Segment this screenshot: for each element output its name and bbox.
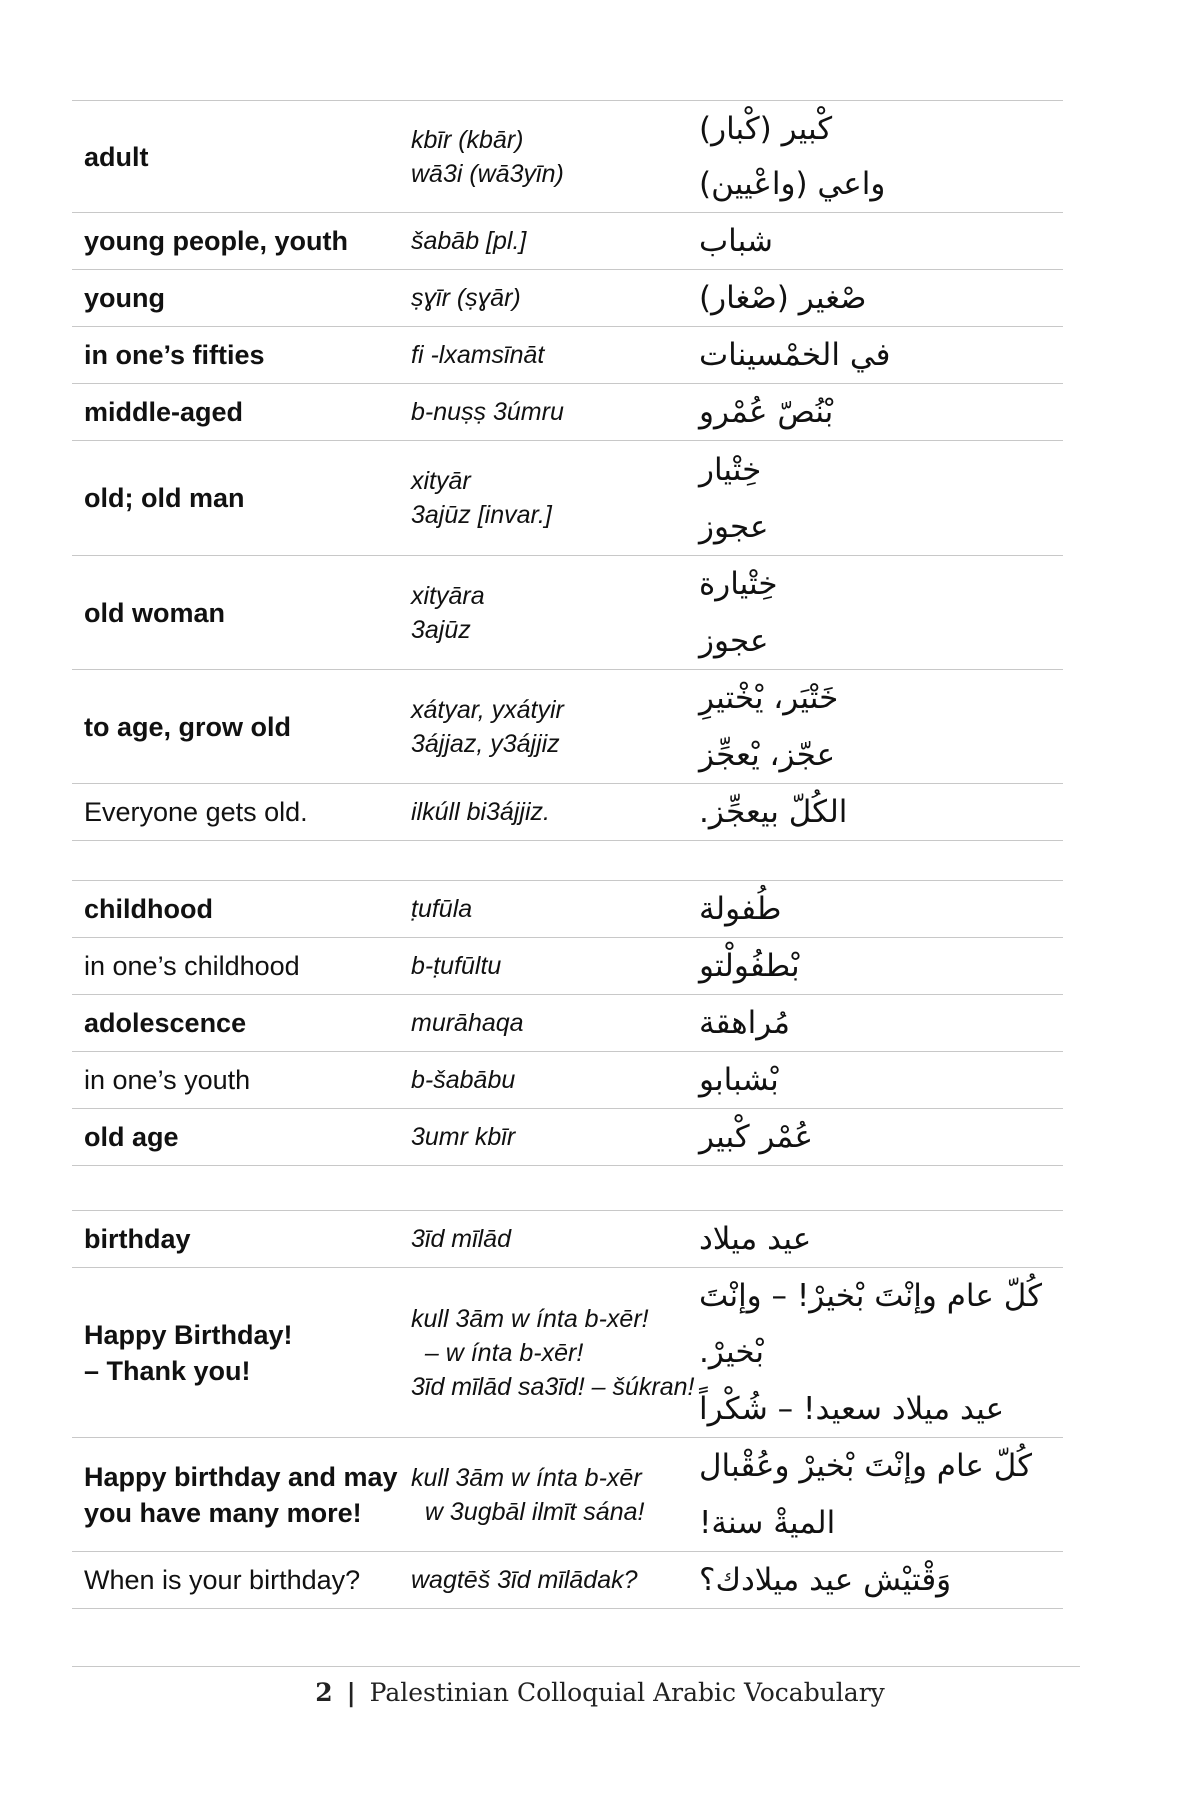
arabic-term-line: عيد ميلاد سعيد! – شُكْراً: [699, 1390, 1005, 1427]
english-term-line: in one’s fifties: [84, 340, 265, 370]
english-term: [84, 327, 404, 383]
english-term-line: old age: [84, 1122, 179, 1152]
arabic-term-line: بْنُصّ عُمْرو: [699, 394, 834, 430]
arabic-term: [699, 213, 1059, 269]
transliteration-line: ilkúll bi3ájjiz.: [411, 798, 550, 826]
english-term: [84, 213, 404, 269]
vocab-row: [72, 1109, 1063, 1166]
vocab-row: [72, 881, 1063, 938]
vocab-table-life-stages: [72, 880, 1063, 1166]
arabic-term: [699, 1552, 1059, 1608]
transliteration-line: 3ájjaz, y3ájjiz: [411, 729, 560, 758]
vocab-row: [72, 938, 1063, 995]
arabic-term: [699, 1438, 1059, 1551]
arabic-term-line: كْبير (كْبار): [699, 110, 833, 147]
arabic-term-line: كُلّ عام وإنْتَ بْخيرْ وعُقْبال: [699, 1448, 1033, 1485]
vocab-row: [72, 670, 1063, 784]
arabic-term-line: بْخيرْ.: [699, 1334, 764, 1371]
vocab-row: [72, 1211, 1063, 1268]
vocab-row: [72, 556, 1063, 670]
english-term-line: in one’s childhood: [84, 951, 300, 981]
english-term-line: in one’s youth: [84, 1065, 251, 1095]
english-term: [84, 1552, 404, 1608]
arabic-term-line: صْغير (صْغار): [699, 280, 867, 316]
transliteration-line: murāhaqa: [411, 1009, 524, 1037]
english-term: [84, 101, 404, 212]
arabic-term-line: في الخمْسينات: [699, 337, 891, 373]
english-term: [84, 784, 404, 840]
arabic-term: [699, 670, 1059, 783]
vocab-row: [72, 441, 1063, 556]
arabic-term-line: طُفولة: [699, 891, 782, 927]
transliteration-line: kull 3ām w ínta b-xēr!: [411, 1304, 649, 1333]
english-term: [84, 270, 404, 326]
english-term: [84, 1109, 404, 1165]
english-term: [84, 384, 404, 440]
arabic-term-line: الميةْ سنة!: [699, 1504, 836, 1541]
english-term: [84, 1438, 404, 1551]
transliteration-line: wagtēš 3īd mīlādak?: [411, 1566, 638, 1594]
english-term-line: birthday: [84, 1224, 191, 1254]
english-term-line: When is your birthday?: [84, 1565, 361, 1595]
vocab-row: [72, 384, 1063, 441]
arabic-term-line: عيد ميلاد: [699, 1221, 812, 1257]
transliteration-line: b-šabābu: [411, 1066, 516, 1094]
arabic-term: [699, 881, 1059, 937]
vocab-table-birthday: [72, 1210, 1063, 1609]
arabic-term-line: عُمْر كْبير: [699, 1119, 813, 1155]
vocab-row: [72, 1268, 1063, 1438]
english-term: [84, 881, 404, 937]
english-term-line: childhood: [84, 894, 213, 924]
arabic-term: [699, 441, 1059, 555]
arabic-term: [699, 1052, 1059, 1108]
english-term-line: Happy Birthday!: [84, 1319, 293, 1350]
arabic-term-line: وَقْتيْش عيد ميلادك؟: [699, 1562, 952, 1598]
transliteration-line: 3ajūz [invar.]: [411, 501, 552, 529]
arabic-term-line: كُلّ عام وإنْتَ بْخيرْ! – وإنْتَ: [699, 1278, 1042, 1315]
transliteration-line: b-nuṣṣ 3úmru: [411, 398, 564, 426]
arabic-term-line: بْشبابو: [699, 1062, 779, 1098]
english-term-line: you have many more!: [84, 1497, 362, 1528]
english-term: [84, 1052, 404, 1108]
arabic-term: [699, 556, 1059, 669]
english-term: [84, 441, 404, 555]
transliteration-line: xityār: [411, 467, 471, 495]
page-number: 2: [315, 1678, 333, 1707]
arabic-term-line: واعي (واعْيين): [699, 166, 886, 203]
arabic-term: [699, 938, 1059, 994]
english-term: [84, 670, 404, 783]
transliteration-line: 3ajūz: [411, 615, 471, 644]
page-footer: [0, 1678, 1200, 1707]
vocab-row: [72, 995, 1063, 1052]
arabic-term-line: عجوز: [699, 622, 769, 659]
transliteration-line: kull 3ām w ínta b-xēr: [411, 1463, 642, 1492]
arabic-term-line: خِتْيار: [699, 451, 762, 488]
english-term-line: Everyone gets old.: [84, 797, 308, 827]
transliteration-line: – w ínta b-xēr!: [411, 1338, 584, 1367]
arabic-term: [699, 101, 1059, 212]
arabic-term: [699, 1109, 1059, 1165]
english-term: [84, 938, 404, 994]
arabic-term-line: خَتْيَر، يْخْتيرِ: [699, 680, 839, 717]
arabic-term: [699, 1211, 1059, 1267]
vocab-row: [72, 1438, 1063, 1552]
footer-divider: [72, 1666, 1080, 1667]
arabic-term: [699, 784, 1059, 840]
arabic-term-line: شباب: [699, 223, 773, 259]
vocab-row: [72, 784, 1063, 841]
english-term: [84, 1268, 404, 1437]
english-term: [84, 995, 404, 1051]
vocab-table-age: [72, 100, 1063, 841]
arabic-term-line: عجّز، يْعجِّز: [699, 736, 836, 773]
english-term: [84, 1211, 404, 1267]
transliteration-line: xátyar, yxátyir: [411, 695, 564, 724]
arabic-term-line: عجوز: [699, 508, 769, 545]
english-term-line: adult: [84, 141, 149, 172]
transliteration-line: ṣɣīr (ṣɣār): [411, 284, 521, 312]
transliteration-line: 3īd mīlād: [411, 1225, 512, 1253]
english-term-line: to age, grow old: [84, 711, 291, 742]
transliteration-line: b-ṭufūltu: [411, 952, 502, 980]
vocab-row: [72, 213, 1063, 270]
arabic-term: [699, 327, 1059, 383]
arabic-term: [699, 1268, 1059, 1437]
vocab-row: [72, 101, 1063, 213]
transliteration-line: xityāra: [411, 581, 485, 610]
arabic-term: [699, 270, 1059, 326]
english-term-line: Happy birthday and may: [84, 1461, 398, 1492]
transliteration-line: w 3ugbāl ilmīt sána!: [411, 1497, 645, 1526]
arabic-term-line: خِتْيارة: [699, 566, 778, 603]
transliteration-line: 3īd mīlād sa3īd! – šúkran!: [411, 1372, 695, 1401]
english-term-line: middle-aged: [84, 397, 244, 427]
arabic-term-line: بْطفُولْتو: [699, 948, 800, 984]
footer-separator: |: [346, 1678, 356, 1707]
arabic-term: [699, 995, 1059, 1051]
english-term-line: – Thank you!: [84, 1355, 251, 1386]
book-title: Palestinian Colloquial Arabic Vocabulary: [369, 1678, 885, 1707]
vocab-row: [72, 1052, 1063, 1109]
transliteration-line: kbīr (kbār): [411, 125, 524, 154]
transliteration-line: fi -lxamsīnāt: [411, 341, 545, 369]
vocab-row: [72, 1552, 1063, 1609]
transliteration-line: ṭufūla: [411, 895, 473, 923]
transliteration-line: wā3i (wā3yīn): [411, 159, 564, 188]
transliteration-line: šabāb [pl.]: [411, 227, 527, 255]
arabic-term-line: مُراهقة: [699, 1005, 790, 1041]
transliteration-line: 3umr kbīr: [411, 1123, 516, 1151]
english-term-line: old woman: [84, 597, 225, 628]
vocab-row: [72, 327, 1063, 384]
english-term: [84, 556, 404, 669]
english-term-line: adolescence: [84, 1008, 247, 1038]
arabic-term: [699, 384, 1059, 440]
english-term-line: young: [84, 283, 165, 313]
vocab-row: [72, 270, 1063, 327]
arabic-term-line: الكُلّ بيعجِّز.: [699, 794, 848, 830]
english-term-line: young people, youth: [84, 226, 348, 256]
english-term-line: old; old man: [84, 483, 245, 513]
